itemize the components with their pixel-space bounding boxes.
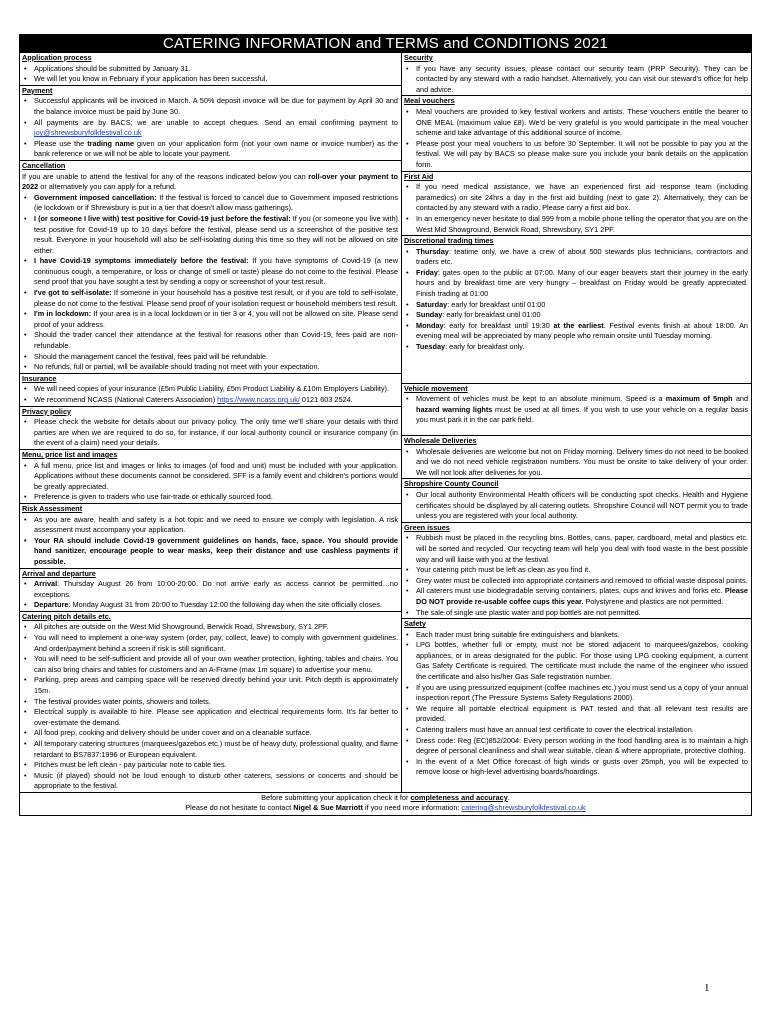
list-item: • Tuesday: early for breakfast only. [416, 342, 748, 353]
footer-note [20, 792, 751, 815]
list-item: • We will need copies of your insurance (£5m Public Liability, £5m Product Liability & £10m Employers Liability). [34, 384, 398, 395]
section-meal-vouchers [402, 96, 751, 171]
section-heading: Privacy policy [22, 406, 72, 416]
list-item: • I'm in lockdown: If your area is in a local lockdown or in tier 3 or 4, you will not be allowed on site. Please send proof of your address. [34, 309, 398, 330]
section-heading: Risk Assessment [22, 503, 83, 513]
list-item: • Government imposed cancellation: If the festival is forced to cancel due to Government imposed restrictions (ie lockdown or if Shrewsbury is put in a tier that doesn't allow mass gatherings). [34, 193, 398, 214]
section-cancellation [20, 161, 401, 374]
list-item: • You will need to implement a one-way system (order, pay, collect, leave) to comply with government guidelines. And order/payment behind a screen if risk is still significant. [34, 633, 398, 654]
section-heading: Payment [22, 85, 53, 95]
left-column [20, 53, 402, 792]
list-item: • Grey water must be collected into appropriate containers and removed to official waste disposal points. [416, 576, 748, 587]
section-safety [402, 619, 751, 778]
section-heading: Arrival and departure [22, 568, 96, 578]
list-item: • Rubbish must be placed in the recycling bins. Bottles, cans, paper, cardboard, metal and plastics etc. will be sorted and recycled. Our recycling team will help you deal with food waste in the best possible way and will liaise with you at the festival. [416, 533, 748, 565]
list-item: • The sale of single use plastic water and pop bottles are not permitted. [416, 608, 748, 619]
list-item: • I have Covid-19 symptoms immediately before the festival: If you have symptoms of Covid-19 (a new continuous cough, a temperature, or loss or change of smell or taste) please do not come to the festival. Please send proof that you have sought a test by sending a copy or screenshot of your test result. [34, 256, 398, 288]
list-item: • We will let you know in February if your application has been successful. [34, 74, 398, 85]
section-wholesale [402, 436, 751, 479]
list-item: • The festival provides water points, showers and toilets. [34, 697, 398, 708]
list-item: • We require all portable electrical equipment is PAT tested and that all relevant test results are provided. [416, 704, 748, 725]
section-heading: Meal vouchers [404, 96, 455, 106]
list-item: • Parking, prep areas and camping space will be reserved directly behind your unit. Pitch depth is approximately 15m. [34, 675, 398, 696]
list-item: • All payments are by BACS; we are unable to accept cheques. Send an email confirming payment to joy@shrewsburyfolkfestival.co.uk [34, 118, 398, 139]
list-item: • Meal vouchers are provided to key festival workers and artists. These vouchers entitle the bearer to ONE MEAL (maximum value £8). We'd be very grateful is you would participate in the meal voucher scheme and take advantage of this additional source of income. [416, 107, 748, 139]
section-heading: Insurance [22, 373, 57, 383]
two-column-body [20, 53, 751, 792]
section-pitch [20, 612, 401, 792]
list-item: • All caterers must use biodegradable serving containers, plates, cups and knives and forks etc. Please DO NOT provide re-usable coffee cups this year. Polystyrene and plastics are not permitted. [416, 586, 748, 607]
footer-line-2: Please do not hesitate to contact Nigel & Sue Marriott if you need more information: catering@shrewsburyfolkfestival.co.uk [185, 803, 586, 813]
right-column [402, 53, 751, 792]
list-item: • Sunday: early for breakfast until 01:00 [416, 310, 748, 321]
list-item: • Pitches must be left clean - pay particular note to cable ties. [34, 760, 398, 771]
section-heading: First Aid [404, 171, 434, 181]
section-heading: Discretional trading times [404, 236, 494, 246]
section-heading: Application process [22, 53, 92, 62]
list-item: • Should the trader cancel their attendance at the festival for reasons other than Covid-19, fees paid are non-refundable. [34, 330, 398, 351]
section-risk [20, 504, 401, 569]
section-green [402, 523, 751, 619]
list-item: • All pitches are outside on the West Mid Showground, Berwick Road, Shrewsbury, SY1 2PF. [34, 622, 398, 633]
list-item: • As you are aware, health and safety is a hot topic and we need to ensure we comply with legislation. A risk assessment must accompany your application. [34, 515, 398, 536]
list-item: • If you have any security issues, please contact our security team (PRP Security). They can be contacted by any steward with a radio handset. Alternatively, you can visit our steward's office for help and advice. [416, 64, 748, 96]
list-item: • Should the management cancel the festival, fees paid will be refundable. [34, 352, 398, 363]
list-item: • Movement of vehicles must be kept to an absolute minimum. Speed is a maximum of 5mph and hazard warning lights must be used at all times. If you wish to use your vehicle on a regular basis you must park it in the car park field. [416, 394, 748, 426]
list-item: • I've got to self-isolate: If someone in your household has a positive test result, or if you are told to self-isolate, please do not come to the festival. Please send proof of your isolation request or household members test result. [34, 288, 398, 309]
list-item: • Preference is given to traders who use fair-trade or ethically sourced food. [34, 492, 398, 503]
section-heading: Security [404, 53, 433, 62]
section-heading: Cancellation [22, 160, 66, 170]
catering-email-link[interactable]: catering@shrewsburyfolkfestival.co.uk [461, 803, 586, 813]
section-heading: Shropshire County Council [404, 479, 499, 489]
list-item: • Please post your meal vouchers to us before 30 September. It will not be possible to pay you at the festival. We will pay by BACS so please make sure you include your bank details on the application form. [416, 139, 748, 171]
list-item: • Saturday: early for breakfast until 01:00 [416, 300, 748, 311]
list-item: • A full menu, price list and images or links to images (of food and unit) must be included with your application. Applications without these documents cannot be considered. SFF is a family event and children's portions would be greatly appreciated. [34, 461, 398, 493]
list-item: • Dress code: Reg (EC)852/2004: Every person working in the food handling area is to maintain a high degree of personal cleanliness and shall wear suitable, clean & where appropriate, protective clothing. [416, 736, 748, 757]
page-number: 1 [704, 982, 710, 994]
list-item: • Catering trailers must have an annual test certificate to cover the electrical installation. [416, 725, 748, 736]
list-item: • Departure: Monday August 31 from 20:00 to Tuesday 12:00 the following day when the site officially closes. [34, 600, 398, 611]
list-item: • Electrical supply is available to hire. Please see application and electrical requirements form. It's far better to over-estimate the demand. [34, 707, 398, 728]
list-item: • Our local authority Environmental Health officers will be conducting spot checks. Health and Hygiene certificates should be displayed by all catering outlets. Shropshire Council will NOT permit you to trade unless you are registered with your local authority. [416, 490, 748, 522]
list-item: • Friday: gates open to the public at 07:00. Many of our eager beavers start their journey in the early hours and by breakfast time are very hungry – breakfast on Friday would be greatly appreciated. Finish trading at 01:00 [416, 268, 748, 300]
section-privacy [20, 407, 401, 450]
section-insurance [20, 374, 401, 407]
list-item: • In an emergency never hesitate to dial 999 from a mobile phone telling the operator that you are on the West Mid Showground, Berwick Road, Shrewsbury, SY1 2PF. [416, 214, 748, 235]
list-item: • You will need to be self-sufficient and provide all of your own weather protection, lighting, tables and chairs. You can also bring chairs and tables for customers and an A-Frame (max 1m square) to advertise your menu. [34, 654, 398, 675]
section-security [402, 53, 751, 96]
section-heading: Wholesale Deliveries [404, 436, 477, 445]
ncass-link[interactable]: https://www.ncass.org.uk/ [217, 395, 300, 404]
section-trading-times [402, 236, 751, 384]
list-item: • Applications should be submitted by January 31. [34, 64, 398, 75]
list-item: • If you are using pressurized equipment (coffee machines etc.) you must send us a copy of your annual inspection report (The Pressure Systems Safety Regulations 2000). [416, 683, 748, 704]
list-item: • I (or someone I live with) test positive for Covid-19 just before the festival: If you (or someone you live with) test positive for Covid-19 up to 10 days before the festival, please send us a screenshot of the positive test result. Everyone in your household will also be self-isolating during this time so they will not be allowed on site either. [34, 214, 398, 256]
list-item: • All temporary catering structures (marquees/gazebos etc.) must be of heavy duty, professional quality, and flame retardant to BS7837:1996 or European equivalent. [34, 739, 398, 760]
list-item: • Thursday: teatime only, we have a crew of about 500 stewards plus technicians, contractors and traders etc. [416, 247, 748, 268]
section-heading: Menu, price list and images [22, 449, 118, 459]
list-item: • Please check the website for details about our privacy policy. The only time we'll share your details with third parties are when we are required to do so, for instance, if our local authority council or insurance company (in the event of a claim) need your details. [34, 417, 398, 449]
list-item: • Please use the trading name given on your application form (not your own name or invoice number) as the bank reference or we will not be able to locate your payment. [34, 139, 398, 160]
section-arrival [20, 569, 401, 612]
list-item: • No refunds, full or partial, will be available should trading not meet with your expectation. [34, 362, 398, 373]
cancellation-intro: If you are unable to attend the festival for any of the reasons indicated below you can roll-over your payment to 2022 or alternatively you can apply for a refund. [22, 171, 398, 192]
list-item: • All food prep, cooking and delivery should be under cover and on a cleanable surface. [34, 728, 398, 739]
list-item: • In the event of a Met Office forecast of high winds or gusts over 25mph, you will be expected to remove loose or high-level advertising boards/hoardings. [416, 757, 748, 778]
list-item: • Successful applicants will be invoiced in March. A 50% deposit invoice will be due for payment by April 30 and the balance invoice must be paid by June 30. [34, 96, 398, 117]
section-heading: Safety [404, 619, 426, 629]
section-council [402, 479, 751, 522]
list-item: • Your catering pitch must be left as clean as you find it. [416, 565, 748, 576]
list-item: • Arrival: Thursday August 26 from 10:00-20:00. Do not arrive early as access cannot be permitted…no exceptions. [34, 579, 398, 600]
section-menu [20, 450, 401, 504]
list-item: • LPG bottles, whether full or empty, must not be stored adjacent to marquees/gazebos, cooking appliances, or in areas designated for the public. For those using LPG cooking equipment, a current Gas Safety Certificate is required. The certificate must include the name of the engineer who issued the certificate and also his/her Gas Safe registration number. [416, 640, 748, 682]
payment-email-link[interactable]: joy@shrewsburyfolkfestival.co.uk [34, 128, 142, 138]
list-item: • Your RA should include Covid-19 government guidelines on hands, face, space. You should provide hand sanitizer, encourage people to wear masks, keep their distance and use cashless payments if possible. [34, 536, 398, 568]
section-application [20, 53, 401, 86]
page-title: CATERING INFORMATION and TERMS and CONDITIONS 2021 [20, 35, 751, 53]
section-first-aid [402, 172, 751, 237]
section-vehicle [402, 384, 751, 436]
terms-sheet [19, 34, 752, 816]
list-item: • We recommend NCASS (National Caterers Association) https://www.ncass.org.uk/ 0121 603 2524. [34, 395, 398, 406]
list-item: • Music (if played) should not be loud enough to disturb other caterers, sessions or concerts and should be appropriate to the festival. [34, 771, 398, 792]
section-payment [20, 86, 401, 161]
list-item: • If you need medical assistance, we have an experienced first aid response team (including paramedics) on site 24hrs a day in the first aid building (next to gate 2). Alternatively, they can be contacted by any steward with a radio. Please carry a first aid box. [416, 182, 748, 214]
section-heading: Vehicle movement [404, 383, 468, 393]
list-item: • Each trader must bring suitable fire extinguishers and blankets. [416, 630, 748, 641]
section-heading: Catering pitch details etc. [22, 611, 111, 621]
footer-line-1: Before submitting your application check it for completeness and accuracy. [261, 792, 510, 802]
list-item: • Wholesale deliveries are welcome but not on Friday morning. Delivery times do not need to be booked and we do not need vehicle registration numbers. You must be onsite to take delivery of your order. We will not look after deliveries for you. [416, 447, 748, 479]
list-item: • Monday: early for breakfast until 19:30 at the earliest. Festival events finish at about 18:00. An evening meal will be appreciated by many people who remain onsite until Tuesday morning. [416, 321, 748, 342]
section-heading: Green issues [404, 522, 450, 532]
